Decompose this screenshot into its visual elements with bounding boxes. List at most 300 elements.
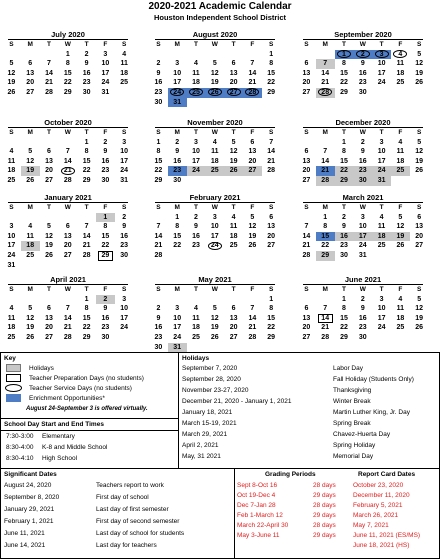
day-cell: 1 <box>323 213 328 221</box>
day-cell: 29 <box>82 176 91 184</box>
day-cell: 12 <box>210 314 219 322</box>
empty-cell <box>2 295 21 305</box>
month-title: February 2021 <box>155 193 275 203</box>
day-cell: 9 <box>103 148 108 156</box>
day-cell: 5 <box>417 138 422 146</box>
day-cell: 1 <box>96 213 115 223</box>
day-cell: 16 <box>358 157 367 165</box>
weekday-label: M <box>27 286 33 293</box>
day-cell: 16 <box>101 157 110 165</box>
significant-desc: Last day of school for students <box>96 530 185 537</box>
day-cell: 18 <box>120 69 129 77</box>
day-cell: 30 <box>358 333 367 341</box>
day-cell: 16 <box>358 314 367 322</box>
day-cell: 12 <box>26 157 35 165</box>
day-cell: 18 <box>396 157 405 165</box>
day-cell: 8 <box>84 148 89 156</box>
month-days <box>297 285 429 343</box>
day-cell: 17 <box>377 314 386 322</box>
day-cell: 14 <box>248 314 257 322</box>
day-cell: 10 <box>173 69 182 77</box>
empty-cell <box>58 213 77 223</box>
day-cell: 25 <box>187 88 206 98</box>
weekday-label: F <box>250 129 255 136</box>
weekday-label: T <box>194 41 198 48</box>
significant-date: January 29, 2021 <box>4 506 55 513</box>
grading-heading: Grading Periods <box>265 471 316 478</box>
day-cell: 29 <box>267 88 276 96</box>
day-cell: 28 <box>248 333 257 341</box>
weekday-label: M <box>322 129 328 136</box>
empty-cell <box>40 50 59 60</box>
day-cell: 14 <box>82 232 91 240</box>
weekday-label: S <box>304 286 309 293</box>
day-cell: 4 <box>379 213 384 221</box>
day-cell: 24 <box>120 167 129 175</box>
day-cell: 4 <box>9 148 14 156</box>
day-cell: 10 <box>377 60 386 68</box>
day-cell: 29 <box>63 88 72 96</box>
day-cell: 26 <box>205 88 224 98</box>
day-cell: 28 <box>82 251 91 259</box>
day-cell: 26 <box>26 176 35 184</box>
day-cell: 16 <box>192 232 200 240</box>
day-cell: 11 <box>120 60 128 68</box>
day-cell: 20 <box>26 79 35 87</box>
day-cell: 12 <box>415 305 424 313</box>
holiday-date: January 18, 2021 <box>182 409 233 416</box>
day-cell: 31 <box>168 98 187 108</box>
holiday-name: Spring Break <box>333 420 371 427</box>
day-cell: 11 <box>229 223 238 231</box>
day-cell: 1 <box>175 213 180 221</box>
grading-period: Feb 1-March 12 <box>237 512 283 519</box>
day-cell: 15 <box>267 69 276 77</box>
report-date: December 11, 2020 <box>353 492 410 499</box>
empty-cell <box>187 50 206 60</box>
day-cell: 3 <box>122 138 127 146</box>
day-cell: 3 <box>103 50 108 58</box>
day-cell: 16 <box>154 324 163 332</box>
day-cell: 27 <box>63 251 72 259</box>
empty-cell <box>168 50 187 60</box>
grading-period: May 3-June 11 <box>237 532 280 539</box>
day-cell: 5 <box>417 295 422 303</box>
day-cell: 31 <box>101 88 110 96</box>
day-cell: 10 <box>192 148 200 156</box>
weekday-label: S <box>304 129 309 136</box>
day-cell: 21 <box>316 166 335 176</box>
day-cell: 28 <box>302 251 311 259</box>
day-cell: 5 <box>250 213 255 221</box>
weekday-label: S <box>156 41 161 48</box>
day-cell: 6 <box>304 60 309 68</box>
day-cell: 27 <box>415 242 424 250</box>
holiday-name: Martin Luther King, Jr. Day <box>333 409 410 416</box>
day-cell: 20 <box>267 232 276 240</box>
significant-date: August 24, 2020 <box>4 482 52 489</box>
empty-cell <box>205 295 224 305</box>
day-cell: 16 <box>358 69 367 77</box>
day-cell: 2 <box>175 138 180 146</box>
month-days <box>2 40 134 98</box>
day-cell: 21 <box>248 79 257 87</box>
day-cell: 12 <box>229 148 238 156</box>
weekday-label: T <box>194 129 198 136</box>
empty-cell <box>297 50 316 60</box>
holiday-date: November 23-27, 2020 <box>182 387 249 394</box>
day-cell: 21 <box>45 79 53 87</box>
day-cell: 8 <box>342 305 346 313</box>
day-cell: 9 <box>194 223 198 231</box>
empty-cell <box>2 213 21 223</box>
day-cell: 28 <box>267 167 276 175</box>
empty-cell <box>297 213 316 223</box>
month-days <box>297 128 429 186</box>
day-cell: 12 <box>26 314 35 322</box>
day-cell: 28 <box>321 333 330 341</box>
weekday-label: F <box>398 204 403 211</box>
day-cell: 12 <box>7 69 16 77</box>
weekday-label: W <box>359 129 366 136</box>
day-cell: 29 <box>340 88 348 96</box>
day-cell: 21 <box>63 324 72 332</box>
day-cell: 8 <box>84 305 89 313</box>
weekday-label: S <box>9 286 14 293</box>
weekday-label: T <box>84 286 89 293</box>
holiday-date: April 2, 2021 <box>182 442 219 449</box>
day-cell: 20 <box>302 167 311 175</box>
day-cell: 24 <box>372 166 391 176</box>
day-cell: 20 <box>63 242 72 250</box>
empty-cell <box>58 138 77 148</box>
day-cell: 23 <box>192 242 200 250</box>
day-cell: 21 <box>321 79 330 87</box>
day-cell: 6 <box>304 305 309 313</box>
month-5 <box>297 118 429 186</box>
day-cell: 21 <box>267 157 276 165</box>
holiday-name: Thanksgiving <box>333 387 372 394</box>
key-enrichment: Enrichment Opportunities* <box>29 395 105 402</box>
day-cell: 5 <box>417 50 422 58</box>
day-cell: 24 <box>377 324 386 332</box>
weekday-label: S <box>9 41 14 48</box>
day-cell: 28 <box>316 88 335 98</box>
weekday-label: W <box>359 41 366 48</box>
significant-desc: Last day for teachers <box>96 542 157 549</box>
day-cell: 23 <box>154 88 163 96</box>
day-cell: 4 <box>398 138 403 146</box>
day-cell: 30 <box>154 343 163 351</box>
weekday-label: W <box>211 41 218 48</box>
weekday-label: T <box>47 41 51 48</box>
day-cell: 21 <box>58 166 77 176</box>
day-cell: 20 <box>229 324 238 332</box>
day-cell: 4 <box>194 305 198 313</box>
day-cell: 17 <box>101 69 110 77</box>
report-date: June 11, 2021 (ES/MS) <box>353 532 421 539</box>
day-cell: 10 <box>358 223 367 231</box>
month-title: August 2020 <box>155 30 275 40</box>
day-cell: 11 <box>396 60 405 68</box>
holiday-name: Winter Break <box>333 398 371 405</box>
empty-cell <box>58 295 77 305</box>
weekday-label: S <box>156 286 161 293</box>
day-cell: 25 <box>7 333 16 341</box>
month-days <box>149 285 281 352</box>
holiday-name: Spring Holiday <box>333 442 376 449</box>
empty-cell <box>243 295 262 305</box>
day-cell: 13 <box>302 314 311 322</box>
weekday-label: W <box>64 286 71 293</box>
weekday-label: W <box>359 204 366 211</box>
day-cell: 23 <box>358 79 367 87</box>
grading-period: March 22-April 30 <box>237 522 289 529</box>
day-cell: 31 <box>120 176 129 184</box>
day-cell: 24 <box>7 251 16 259</box>
grading-period: Oct 19-Dec 4 <box>237 492 276 499</box>
weekday-label: T <box>47 286 51 293</box>
day-cell: 1 <box>156 138 161 146</box>
day-cell: 22 <box>101 242 110 250</box>
day-cell: 22 <box>82 324 91 332</box>
day-cell: 21 <box>154 242 163 250</box>
day-cell: 9 <box>342 223 346 231</box>
day-cell: 2 <box>96 295 115 305</box>
day-cell: 30 <box>120 251 129 259</box>
day-cell: 19 <box>415 314 424 322</box>
day-cell: 1 <box>84 295 89 303</box>
day-cell: 25 <box>26 251 35 259</box>
day-cell: 27 <box>45 333 53 341</box>
day-cell: 6 <box>47 148 51 156</box>
day-cell: 18 <box>192 324 200 332</box>
grading-days: 28 days <box>313 522 336 529</box>
day-cell: 27 <box>26 88 35 96</box>
day-cell: 15 <box>340 157 348 165</box>
month-11 <box>297 275 429 343</box>
day-cell: 7 <box>269 138 274 146</box>
day-cell: 7 <box>323 305 328 313</box>
day-cell: 27 <box>302 88 311 96</box>
day-cell: 1 <box>269 295 274 303</box>
day-cell: 2 <box>156 60 161 68</box>
weekday-label: M <box>27 41 33 48</box>
day-cell: 7 <box>65 305 70 313</box>
empty-cell <box>40 213 59 223</box>
day-cell: 24 <box>205 241 224 251</box>
day-cell: 18 <box>396 69 405 77</box>
month-8 <box>297 193 429 261</box>
day-cell: 12 <box>248 223 257 231</box>
day-cell: 4 <box>194 60 198 68</box>
day-cell: 1 <box>335 50 354 60</box>
significant-desc: First day of school <box>96 494 149 501</box>
day-cell: 12 <box>415 60 424 68</box>
day-cell: 15 <box>340 69 348 77</box>
day-cell: 18 <box>7 167 16 175</box>
day-cell: 2 <box>360 138 365 146</box>
empty-cell <box>149 295 168 305</box>
empty-cell <box>316 138 335 148</box>
day-cell: 5 <box>231 138 236 146</box>
day-cell: 29 <box>154 176 163 184</box>
empty-cell <box>77 213 96 223</box>
empty-cell <box>21 295 40 305</box>
weekday-label: F <box>103 286 108 293</box>
day-cell: 8 <box>156 148 161 156</box>
day-cell: 3 <box>379 138 384 146</box>
day-cell: 22 <box>82 167 91 175</box>
day-cell: 24 <box>168 88 187 98</box>
day-cell: 10 <box>120 148 129 156</box>
month-6 <box>2 193 134 270</box>
day-cell: 21 <box>248 324 257 332</box>
day-cell: 8 <box>269 60 274 68</box>
day-cell: 11 <box>192 69 200 77</box>
weekday-label: S <box>417 41 422 48</box>
day-cell: 6 <box>231 305 236 313</box>
day-cell: 5 <box>212 305 217 313</box>
day-cell: 26 <box>248 242 257 250</box>
day-cell: 4 <box>398 295 403 303</box>
month-days <box>2 203 134 270</box>
day-cell: 23 <box>353 166 372 176</box>
day-cell: 3 <box>360 213 365 221</box>
day-cell: 27 <box>224 88 243 98</box>
day-cell: 6 <box>250 138 255 146</box>
month-title: January 2021 <box>8 193 128 203</box>
times-heading: School Day Start and End Times <box>4 421 104 428</box>
day-cell: 29 <box>316 251 335 261</box>
report-extra: June 18, 2021 (HS) <box>353 542 410 549</box>
day-cell: 17 <box>377 157 386 165</box>
weekday-label: M <box>322 204 328 211</box>
holiday-swatch <box>6 364 21 372</box>
day-cell: 14 <box>248 69 257 77</box>
day-cell: 15 <box>154 157 163 165</box>
day-cell: 9 <box>84 60 89 68</box>
day-cell: 6 <box>304 148 309 156</box>
holiday-date: September 7, 2020 <box>182 365 238 372</box>
day-cell: 11 <box>7 314 16 322</box>
day-cell: 3 <box>9 223 14 231</box>
report-date: February 5, 2021 <box>353 502 403 509</box>
prep-day-swatch <box>6 374 21 382</box>
day-cell: 15 <box>267 314 276 322</box>
month-days <box>2 128 134 186</box>
day-cell: 15 <box>316 232 335 242</box>
day-cell: 23 <box>82 79 91 87</box>
day-cell: 12 <box>415 148 424 156</box>
day-cell: 9 <box>360 60 365 68</box>
day-cell: 30 <box>173 176 182 184</box>
day-cell: 10 <box>173 314 182 322</box>
day-cell: 27 <box>229 333 238 341</box>
day-cell: 5 <box>28 148 33 156</box>
day-cell: 19 <box>229 157 238 165</box>
empty-cell <box>40 295 59 305</box>
day-cell: 13 <box>248 148 257 156</box>
month-title: July 2020 <box>8 30 128 40</box>
day-cell: 13 <box>267 223 276 231</box>
day-cell: 26 <box>210 333 219 341</box>
day-cell: 18 <box>396 314 405 322</box>
day-cell: 2 <box>84 50 89 58</box>
grading-days: 29 days <box>313 492 336 499</box>
day-cell: 28 <box>243 88 262 98</box>
empty-cell <box>316 295 335 305</box>
significant-desc: Last day of first semester <box>96 506 169 513</box>
weekday-label: S <box>304 41 309 48</box>
weekday-label: S <box>269 41 274 48</box>
day-cell: 19 <box>45 242 53 250</box>
month-days <box>297 203 429 261</box>
day-cell: 26 <box>415 167 424 175</box>
day-cell: 12 <box>45 232 53 240</box>
empty-cell <box>297 295 316 305</box>
day-cell: 23 <box>101 167 110 175</box>
empty-cell <box>205 50 224 60</box>
report-date: May 7, 2021 <box>353 522 389 529</box>
empty-cell <box>243 50 262 60</box>
day-cell: 24 <box>120 324 129 332</box>
day-cell: 18 <box>21 241 40 251</box>
day-cell: 13 <box>229 314 238 322</box>
day-cell: 23 <box>120 242 129 250</box>
day-cell: 8 <box>269 305 274 313</box>
weekday-label: T <box>342 41 346 48</box>
day-cell: 20 <box>302 324 311 332</box>
weekday-label: F <box>103 129 108 136</box>
empty-cell <box>224 50 243 60</box>
day-cell: 6 <box>47 305 51 313</box>
day-cell: 30 <box>154 98 163 106</box>
weekday-label: F <box>250 204 255 211</box>
grading-days: 28 days <box>313 482 336 489</box>
day-cell: 30 <box>101 333 110 341</box>
day-cell: 13 <box>302 69 311 77</box>
day-cell: 17 <box>120 314 129 322</box>
day-cell: 8 <box>342 60 346 68</box>
day-cell: 22 <box>340 324 348 332</box>
weekday-label: M <box>27 129 33 136</box>
day-cell: 14 <box>63 314 72 322</box>
virtual-note: August 24-September 3 is offered virtually. <box>26 406 148 412</box>
significant-desc: Teachers report to work <box>96 482 164 489</box>
day-cell: 8 <box>342 148 346 156</box>
day-cell: 26 <box>45 251 53 259</box>
day-cell: 27 <box>45 176 53 184</box>
day-cell: 27 <box>267 242 276 250</box>
day-cell: 20 <box>45 324 53 332</box>
day-cell: 7 <box>316 59 335 69</box>
day-cell: 18 <box>372 232 391 242</box>
day-cell: 10 <box>377 148 386 156</box>
day-cell: 11 <box>396 148 405 156</box>
significant-date: February 1, 2021 <box>4 518 54 525</box>
day-cell: 3 <box>175 305 180 313</box>
day-cell: 13 <box>63 232 72 240</box>
day-cell: 7 <box>250 305 255 313</box>
month-7 <box>149 193 281 261</box>
day-cell: 9 <box>156 69 161 77</box>
month-days <box>149 40 281 107</box>
weekday-label: T <box>342 204 346 211</box>
calendar-title: 2020-2021 Academic Calendar <box>148 1 292 12</box>
empty-cell <box>21 138 40 148</box>
day-cell: 4 <box>231 213 236 221</box>
